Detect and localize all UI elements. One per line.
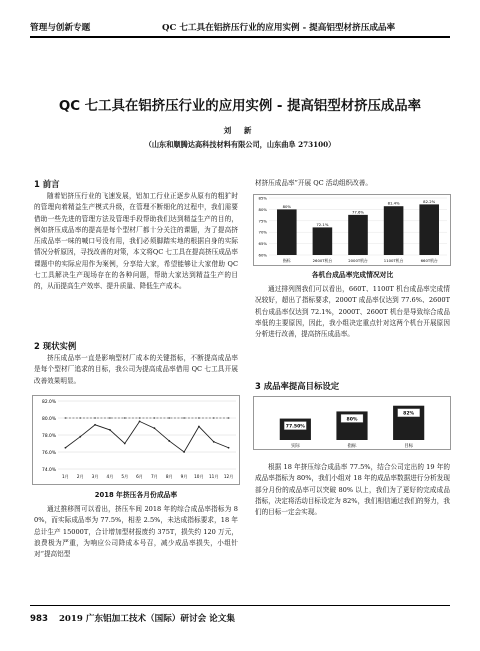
bar [384, 206, 404, 255]
data-point [94, 424, 96, 426]
article-title: QC 七工具在铝挤压行业的应用实例 - 提高铝型材挤压成品率 [58, 99, 422, 114]
author-affiliation: （山东和顺腾达高科技材料有限公司，山东曲阜 273100） [144, 140, 336, 149]
y-tick-label: 74.0% [42, 468, 56, 473]
target-bar-chart [253, 396, 451, 450]
column-2-continuation: 材挤压成品率”开展 QC 活动组织改善。 [255, 179, 372, 187]
data-point [213, 441, 215, 443]
x-tick-label: 2000T机台 [348, 258, 368, 263]
y-tick-label: 80% [258, 206, 267, 212]
bar [313, 227, 333, 255]
data-point [168, 417, 170, 419]
x-tick-label: 11月 [208, 474, 219, 479]
x-tick-label: 1100T机台 [383, 258, 404, 263]
data-point [109, 417, 111, 419]
section-2-text-continued: 通过推移图可以看出，挤压车间 2018 年的综合成品率指标为 80%，而实际成品率为 77.5%，相差 2.5%，未达成指标要求，18 年总计生产 15000T，合计增加型材报废约 375T，损失约 120 万元，浪费极为严重，为响应公司降成本号召，减少成品率损失，小组针对“提高铝型 [34, 505, 238, 559]
x-tick-label: 指标 [283, 258, 291, 263]
running-title: QC 七工具在铝挤压行业的应用实例 - 提高铝型材挤压成品率 [162, 23, 396, 33]
x-tick-label: 3月 [91, 474, 99, 479]
x-tick-label: 目标 [404, 444, 414, 449]
section-3-heading: 3 成品率提高目标设定 [255, 381, 340, 391]
y-tick-label: 60% [258, 252, 267, 258]
y-tick-label: 85% [258, 195, 267, 201]
data-point [154, 417, 156, 419]
page-header [30, 18, 450, 34]
data-point [124, 417, 126, 419]
y-tick-label: 80.0% [42, 417, 56, 422]
y-tick-label: 82.0% [42, 400, 56, 405]
x-tick-label: 4月 [106, 474, 114, 479]
page-footer [30, 612, 235, 624]
page-number: 983 [30, 614, 48, 624]
bar-value-label: 81.4% [387, 200, 400, 206]
data-point [183, 451, 185, 453]
bar-value-label: 77.6% [351, 209, 365, 215]
bar-value-label: 82.2% [423, 198, 436, 204]
section-2-heading: 2 现状实例 [34, 341, 77, 351]
data-point [65, 417, 67, 419]
monthly-yield-line-chart [32, 395, 240, 485]
x-tick-label: 指标 [347, 444, 357, 449]
figure-2-caption: 各机台成品率完成情况对比 [311, 271, 394, 279]
data-point [228, 417, 230, 419]
x-tick-label: 1月 [61, 474, 69, 479]
x-tick-label: 660T机台 [420, 258, 438, 263]
bar-value-label: 82% [403, 411, 415, 417]
author-name: 刘 新 [223, 126, 257, 135]
bar-value-label: 80% [282, 203, 292, 209]
section-3-text: 根据 18 年挤压综合成品率 77.5%，结合公司定出的 19 年的成品率指标为 80%，我们小组对 18 年的成品率数据进行分析发现部分月份的成品率可以突破 80% 以上，我们为了更好的完成成品指标，决定将活动目标设定为 82%，我们相信通过我们的努力，我们的目标一定会实现。 [255, 463, 450, 517]
data-point [94, 417, 96, 419]
section-1-text: 随着铝挤压行业的飞速发展，铝加工行业正逐步从原有的粗犷时的管理向着精益生产模式升级，在管理不断细化的过程中，我们需要借助一些先进的管理方法及管理手段帮助我们达到精益生产的目的，例如挤压成品率的提高是每个型材厂都十分关注的课题，为了提高挤压成品率一味的喊口号没有用，我们必须脚踏实地的根据自身的实际情况分析原因，寻找改善的对策，本文将QC 七工具在提高挤压成品率课题中的实际应用作为案例，分享给大家，希望能够让大家借助 QC 七工具解决生产现场存在的各种问题，帮助大家达到精益生产的目的，从而提高生产效率、提升质量、降低生产成本。 [34, 192, 238, 291]
bar-value-label: 77.50% [285, 424, 305, 430]
section-2-text: 挤压成品率一直是影响型材厂成本的关键指标，不断提高成品率是每个型材厂追求的目标，我公司为提高成品率借用 QC 七工具开展改善效果明显。 [34, 354, 238, 385]
data-point [65, 447, 67, 449]
data-point [154, 427, 156, 429]
y-tick-label: 76.0% [42, 451, 56, 456]
y-tick-label: 70% [258, 229, 267, 235]
x-tick-label: 9月 [180, 474, 188, 479]
y-tick-label: 65% [258, 241, 267, 247]
data-point [124, 443, 126, 445]
machine-yield-bar-chart [253, 194, 451, 266]
data-point [139, 421, 141, 423]
x-tick-label: 6月 [136, 474, 144, 479]
bar-value-label: 80% [346, 417, 358, 423]
figure-1-caption: 2018 年挤压各月份成品率 [94, 491, 178, 499]
bar-value-label: 72.1% [316, 221, 329, 227]
header-rule [30, 36, 450, 38]
bar [348, 215, 368, 255]
bar [419, 204, 439, 255]
section-label: 管理与创新专题 [30, 23, 91, 33]
data-point [79, 417, 81, 419]
data-point [228, 447, 230, 449]
footer-rule [30, 605, 450, 606]
data-point [139, 417, 141, 419]
data-point [79, 436, 81, 438]
section-1-heading: 1 前言 [34, 179, 60, 189]
data-point [198, 417, 200, 419]
x-tick-label: 2600T机台 [312, 258, 333, 263]
data-point [213, 417, 215, 419]
bar [277, 209, 297, 255]
x-tick-label: 5月 [121, 474, 129, 479]
data-point [183, 417, 185, 419]
footer-text: 2019 广东铝加工技术（国际）研讨会 论文集 [58, 614, 235, 624]
chart-frame [33, 396, 240, 485]
x-tick-label: 实际 [290, 444, 300, 449]
x-tick-label: 2月 [76, 474, 84, 479]
y-tick-label: 75% [258, 218, 267, 224]
x-tick-label: 12月 [223, 474, 234, 479]
machine-analysis-text: 通过排列图我们可以看出，660T、1100T 机台成品率完成情况较好，超出了指标要求，2000T 成品率仅达到 77.6%、2600T 机台成品率仅达到 72.1%，2000T、2600T 机台是导致综合成品率低的主要原因，因此，我小组决定重点针对这两个机台开展原因分析进行改善，提高挤压成品率。 [255, 285, 450, 339]
data-point [109, 429, 111, 431]
data-point [168, 440, 170, 442]
x-tick-label: 8月 [165, 474, 173, 479]
y-tick-label: 78.0% [42, 434, 56, 439]
x-tick-label: 10月 [194, 474, 204, 479]
data-point [198, 426, 200, 428]
x-tick-label: 7月 [150, 474, 158, 479]
